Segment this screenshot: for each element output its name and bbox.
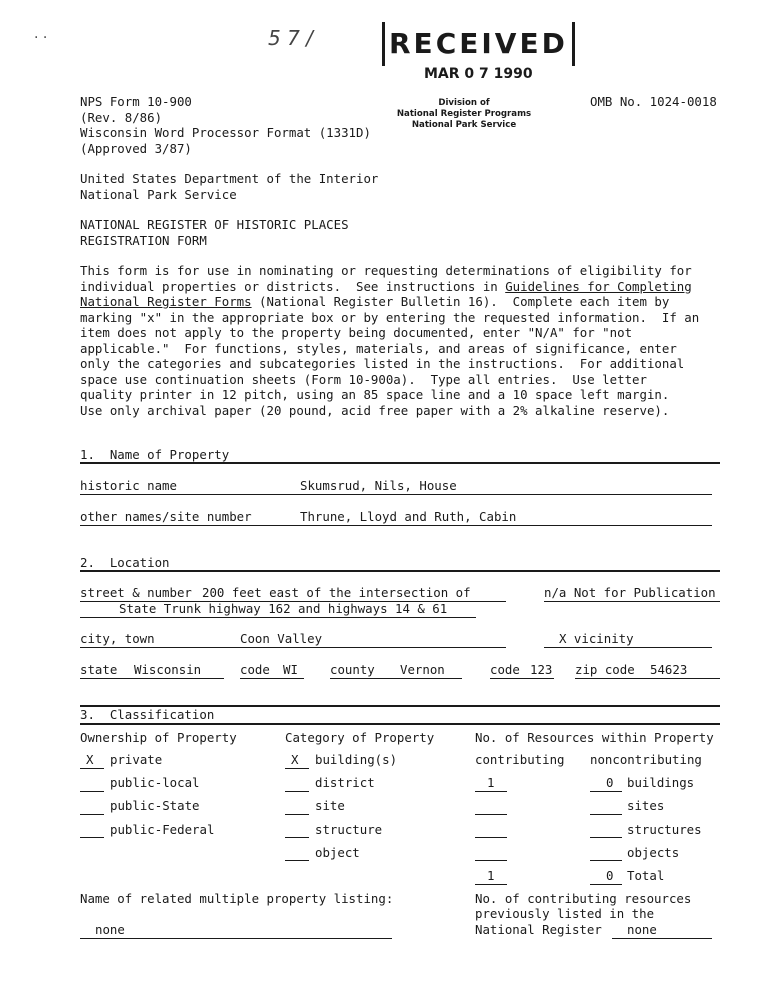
- section1-rule: [80, 462, 720, 464]
- county-code-value: 123: [530, 662, 553, 677]
- county-label: county: [330, 662, 375, 677]
- other-names-label: other names/site number: [80, 509, 252, 524]
- section2-rule: [80, 570, 720, 572]
- zip-value: 54623: [650, 662, 688, 677]
- checkbox-blank[interactable]: [80, 837, 104, 838]
- guidelines-title: Guidelines for Completing: [505, 278, 692, 294]
- checkbox-mark: X: [86, 752, 94, 767]
- checkbox-blank[interactable]: [285, 768, 309, 769]
- zip-label: zip code: [575, 662, 635, 677]
- total-contributing: 1: [487, 868, 495, 883]
- related-listing-value: none: [95, 922, 125, 937]
- county-value: Vernon: [400, 662, 445, 677]
- state-label: state: [80, 662, 118, 677]
- ownership-public-state: public-State: [110, 798, 200, 813]
- ownership-private: private: [110, 752, 163, 767]
- section1-heading: 1. Name of Property: [80, 447, 230, 462]
- street-value-line1: 200 feet east of the intersection of: [202, 585, 471, 600]
- checkbox-blank[interactable]: [285, 860, 309, 861]
- form-title: NATIONAL REGISTER OF HISTORIC PLACES: [80, 217, 349, 232]
- resource-sites: sites: [627, 798, 665, 813]
- category-district: district: [315, 775, 375, 790]
- stamp-line-programs: National Register Programs: [396, 109, 532, 119]
- count-blank[interactable]: [590, 884, 622, 885]
- checkbox-blank[interactable]: [285, 791, 309, 792]
- count-blank[interactable]: [475, 837, 507, 838]
- instructions-line: space use continuation sheets (Form 10-900a). Type all entries. Use letter: [80, 371, 647, 387]
- count-blank[interactable]: [590, 791, 622, 792]
- vicinity-line: [544, 647, 712, 648]
- count-blank[interactable]: [475, 791, 507, 792]
- agency-nps: National Park Service: [80, 187, 237, 202]
- city-value: Coon Valley: [240, 631, 323, 646]
- state-line-a: [80, 678, 224, 679]
- noncontributing-label: noncontributing: [590, 752, 702, 767]
- related-listing-label: Name of related multiple property listing:: [80, 891, 394, 906]
- stamp-date: MAR 0 7 1990: [424, 66, 533, 82]
- street-value-line2: State Trunk highway 162 and highways 14 & 61: [119, 601, 448, 616]
- instructions-line: only the categories and subcategories listed in the instructions. For additional: [80, 356, 685, 371]
- not-for-publication: n/a Not for Publication: [544, 585, 716, 600]
- state-code-label: code: [240, 662, 270, 677]
- section2-heading: 2. Location: [80, 555, 170, 570]
- noncontributing-count: 0: [606, 775, 614, 790]
- instructions-line: [80, 294, 740, 310]
- contributing-label: contributing: [475, 752, 565, 767]
- instructions-line: marking "x" in the appropriate box or by entering the requested information. If an: [80, 309, 700, 325]
- form-format: Wisconsin Word Processor Format (1331D): [80, 125, 371, 140]
- contributing-count: 1: [487, 775, 495, 790]
- checkbox-blank[interactable]: [80, 791, 104, 792]
- national-register-label: National Register: [475, 922, 602, 937]
- resource-buildings: buildings: [627, 775, 695, 790]
- checkbox-blank[interactable]: [285, 814, 309, 815]
- count-blank[interactable]: [590, 814, 622, 815]
- resource-objects: objects: [627, 845, 680, 860]
- count-blank[interactable]: [475, 860, 507, 861]
- national-register-line: [612, 938, 712, 939]
- category-heading: Category of Property: [285, 730, 435, 745]
- category-object: object: [315, 845, 360, 860]
- national-register-value: none: [627, 922, 657, 937]
- state-code-value: WI: [283, 662, 298, 677]
- instructions-line: This form is for use in nominating or requesting determinations of eligibility for: [80, 263, 692, 278]
- historic-name-value: Skumsrud, Nils, House: [300, 478, 457, 493]
- category-site: site: [315, 798, 345, 813]
- ownership-public-federal: public-Federal: [110, 822, 215, 837]
- form-subtitle: REGISTRATION FORM: [80, 233, 207, 248]
- handwritten-mark: 5 7 /: [268, 26, 313, 50]
- state-line-c: [330, 678, 462, 679]
- state-line-d: [490, 678, 554, 679]
- instructions-text: (National Register Bulletin 16). Complete each item by: [251, 294, 670, 309]
- instructions-text: individual properties or districts. See instructions in: [80, 278, 506, 294]
- stamp-received: RECEIVED: [382, 22, 575, 66]
- historic-name-line: [80, 494, 712, 495]
- checkbox-blank[interactable]: [80, 768, 104, 769]
- instructions-line: [80, 279, 740, 295]
- related-listing-line: [80, 938, 392, 939]
- county-code-label: code: [490, 662, 520, 677]
- section3-heading: 3. Classification: [80, 707, 215, 722]
- form-approved: (Approved 3/87): [80, 141, 192, 156]
- count-blank[interactable]: [475, 884, 507, 885]
- category-building: building(s): [315, 752, 398, 767]
- total-noncontributing: 0: [606, 868, 614, 883]
- state-line-b: [240, 678, 304, 679]
- guidelines-title-cont: National Register Forms: [80, 294, 252, 309]
- previously-listed-line2: previously listed in the: [475, 906, 655, 921]
- omb-number: OMB No. 1024-0018: [590, 94, 717, 109]
- form-number: NPS Form 10-900: [80, 94, 192, 109]
- city-line: [80, 647, 506, 648]
- checkbox-blank[interactable]: [80, 814, 104, 815]
- previously-listed-line1: No. of contributing resources: [475, 891, 692, 906]
- count-blank[interactable]: [475, 814, 507, 815]
- city-label: city, town: [80, 631, 155, 646]
- street-line2: [80, 617, 476, 618]
- ownership-heading: Ownership of Property: [80, 730, 237, 745]
- ownership-public-local: public-local: [110, 775, 200, 790]
- historic-name-label: historic name: [80, 478, 177, 493]
- resource-structures: structures: [627, 822, 702, 837]
- section3-rule: [80, 723, 720, 725]
- agency-department: United States Department of the Interior: [80, 171, 379, 186]
- corner-marks: · ·: [34, 30, 48, 46]
- count-blank[interactable]: [590, 860, 622, 861]
- count-blank[interactable]: [590, 837, 622, 838]
- instructions-line: applicable." For functions, styles, materials, and areas of significance, enter: [80, 340, 677, 356]
- checkbox-mark: X: [291, 752, 299, 767]
- other-names-line: [80, 525, 712, 526]
- instructions-line: item does not apply to the property being documented, enter "N/A" for "not: [80, 325, 633, 340]
- vicinity: X vicinity: [559, 631, 634, 646]
- stamp-line-nps: National Park Service: [411, 120, 517, 130]
- state-line-e: [575, 678, 720, 679]
- resource-total: Total: [627, 868, 665, 883]
- street-label: street & number: [80, 585, 192, 600]
- checkbox-blank[interactable]: [285, 837, 309, 838]
- instructions: [80, 263, 740, 418]
- instructions-line: Use only archival paper (20 pound, acid free paper with a 2% alkaline reserve).: [80, 402, 670, 418]
- resources-heading: No. of Resources within Property: [475, 730, 714, 745]
- other-names-value: Thrune, Lloyd and Ruth, Cabin: [300, 509, 517, 524]
- stamp-line-division: Division of: [438, 98, 490, 108]
- not-for-publication-line: [544, 601, 720, 602]
- state-value: Wisconsin: [134, 662, 202, 677]
- instructions-line: quality printer in 12 pitch, using an 85 space line and a 10 space left margin.: [80, 387, 670, 402]
- form-revision: (Rev. 8/86): [80, 110, 163, 125]
- category-structure: structure: [315, 822, 383, 837]
